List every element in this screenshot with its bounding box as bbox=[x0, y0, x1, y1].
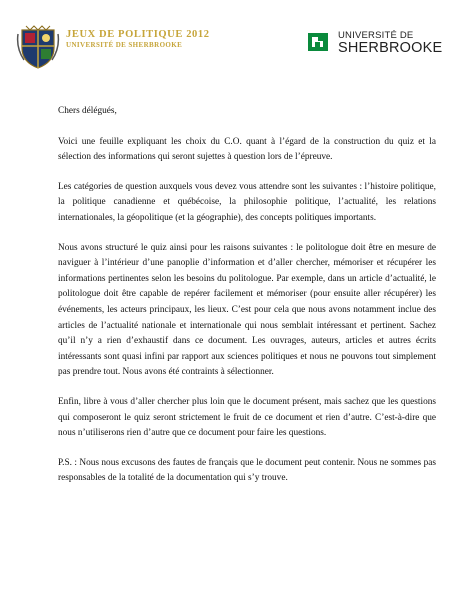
university-logo-icon bbox=[308, 33, 328, 51]
letter-body bbox=[58, 104, 436, 501]
crest-logo bbox=[16, 24, 60, 70]
university-name: SHERBROOKE bbox=[338, 40, 443, 56]
paragraph: Enfin, libre à vous d’aller chercher plus loin que le document présent, mais sachez que les questions qui composeront le quiz seront strictement le fruit de ce document et rien d’autre. C’est-à-dire que nous n’utiliserons rien d’autre que ce document pour faire les questions. bbox=[58, 396, 436, 439]
paragraph: Les catégories de question auxquels vous devez vous attendre sont les suivantes : l’histoire politique, la politique canadienne et québécoise, la philosophie politique, l’actualité, les relations internationales, la géopolitique (et la géographie), des concepts politiques importants. bbox=[58, 181, 436, 223]
postscript: P.S. : Nous nous excusons des fautes de français que le document peut contenir. Nous ne sommes pas responsables de la totalité de la documentation qui s’y trouve. bbox=[58, 457, 436, 484]
paragraph: Voici une feuille expliquant les choix du C.O. quant à l’égard de la construction du quiz et la sélection des informations qui seront sujettes à question lors de l’épreuve. bbox=[58, 136, 436, 163]
salutation: Chers délégués, bbox=[58, 106, 117, 116]
event-title: JEUX DE POLITIQUE 2012 bbox=[66, 29, 210, 40]
letterhead bbox=[0, 0, 474, 70]
paragraph: Nous avons structuré le quiz ainsi pour les raisons suivantes : le politologue doit être en mesure de naviguer à l’intérieur d’une panoplie d’information et d’aller chercher, mémoriser et récupérer les informations pertinentes selon les besoins du politologue. Par exemple, dans un article d’actualité, le politologue doit être capable de repérer facilement et mémoriser (pour ensuite aller récupérer) les événements, les acteurs principaux, les lieux. C’est pour cela que nous avons notamment inclue des articles de l’actualité nationale et internationale qui nous semblait intéressant et pertinent. Sachez qu’il n’y a rien d’exhaustif dans ce document. Les ouvrages, auteurs, articles et autres écrits intéressants sont quasi infini par rapport aux sciences politiques et nous ne pouvons tout simplement pas prendre tout. Nous avons été contraints à sélectionner. bbox=[58, 242, 436, 378]
event-subtitle: UNIVERSITÉ DE SHERBROOKE bbox=[66, 41, 183, 49]
university-label: UNIVERSITÉ DE bbox=[338, 30, 414, 41]
